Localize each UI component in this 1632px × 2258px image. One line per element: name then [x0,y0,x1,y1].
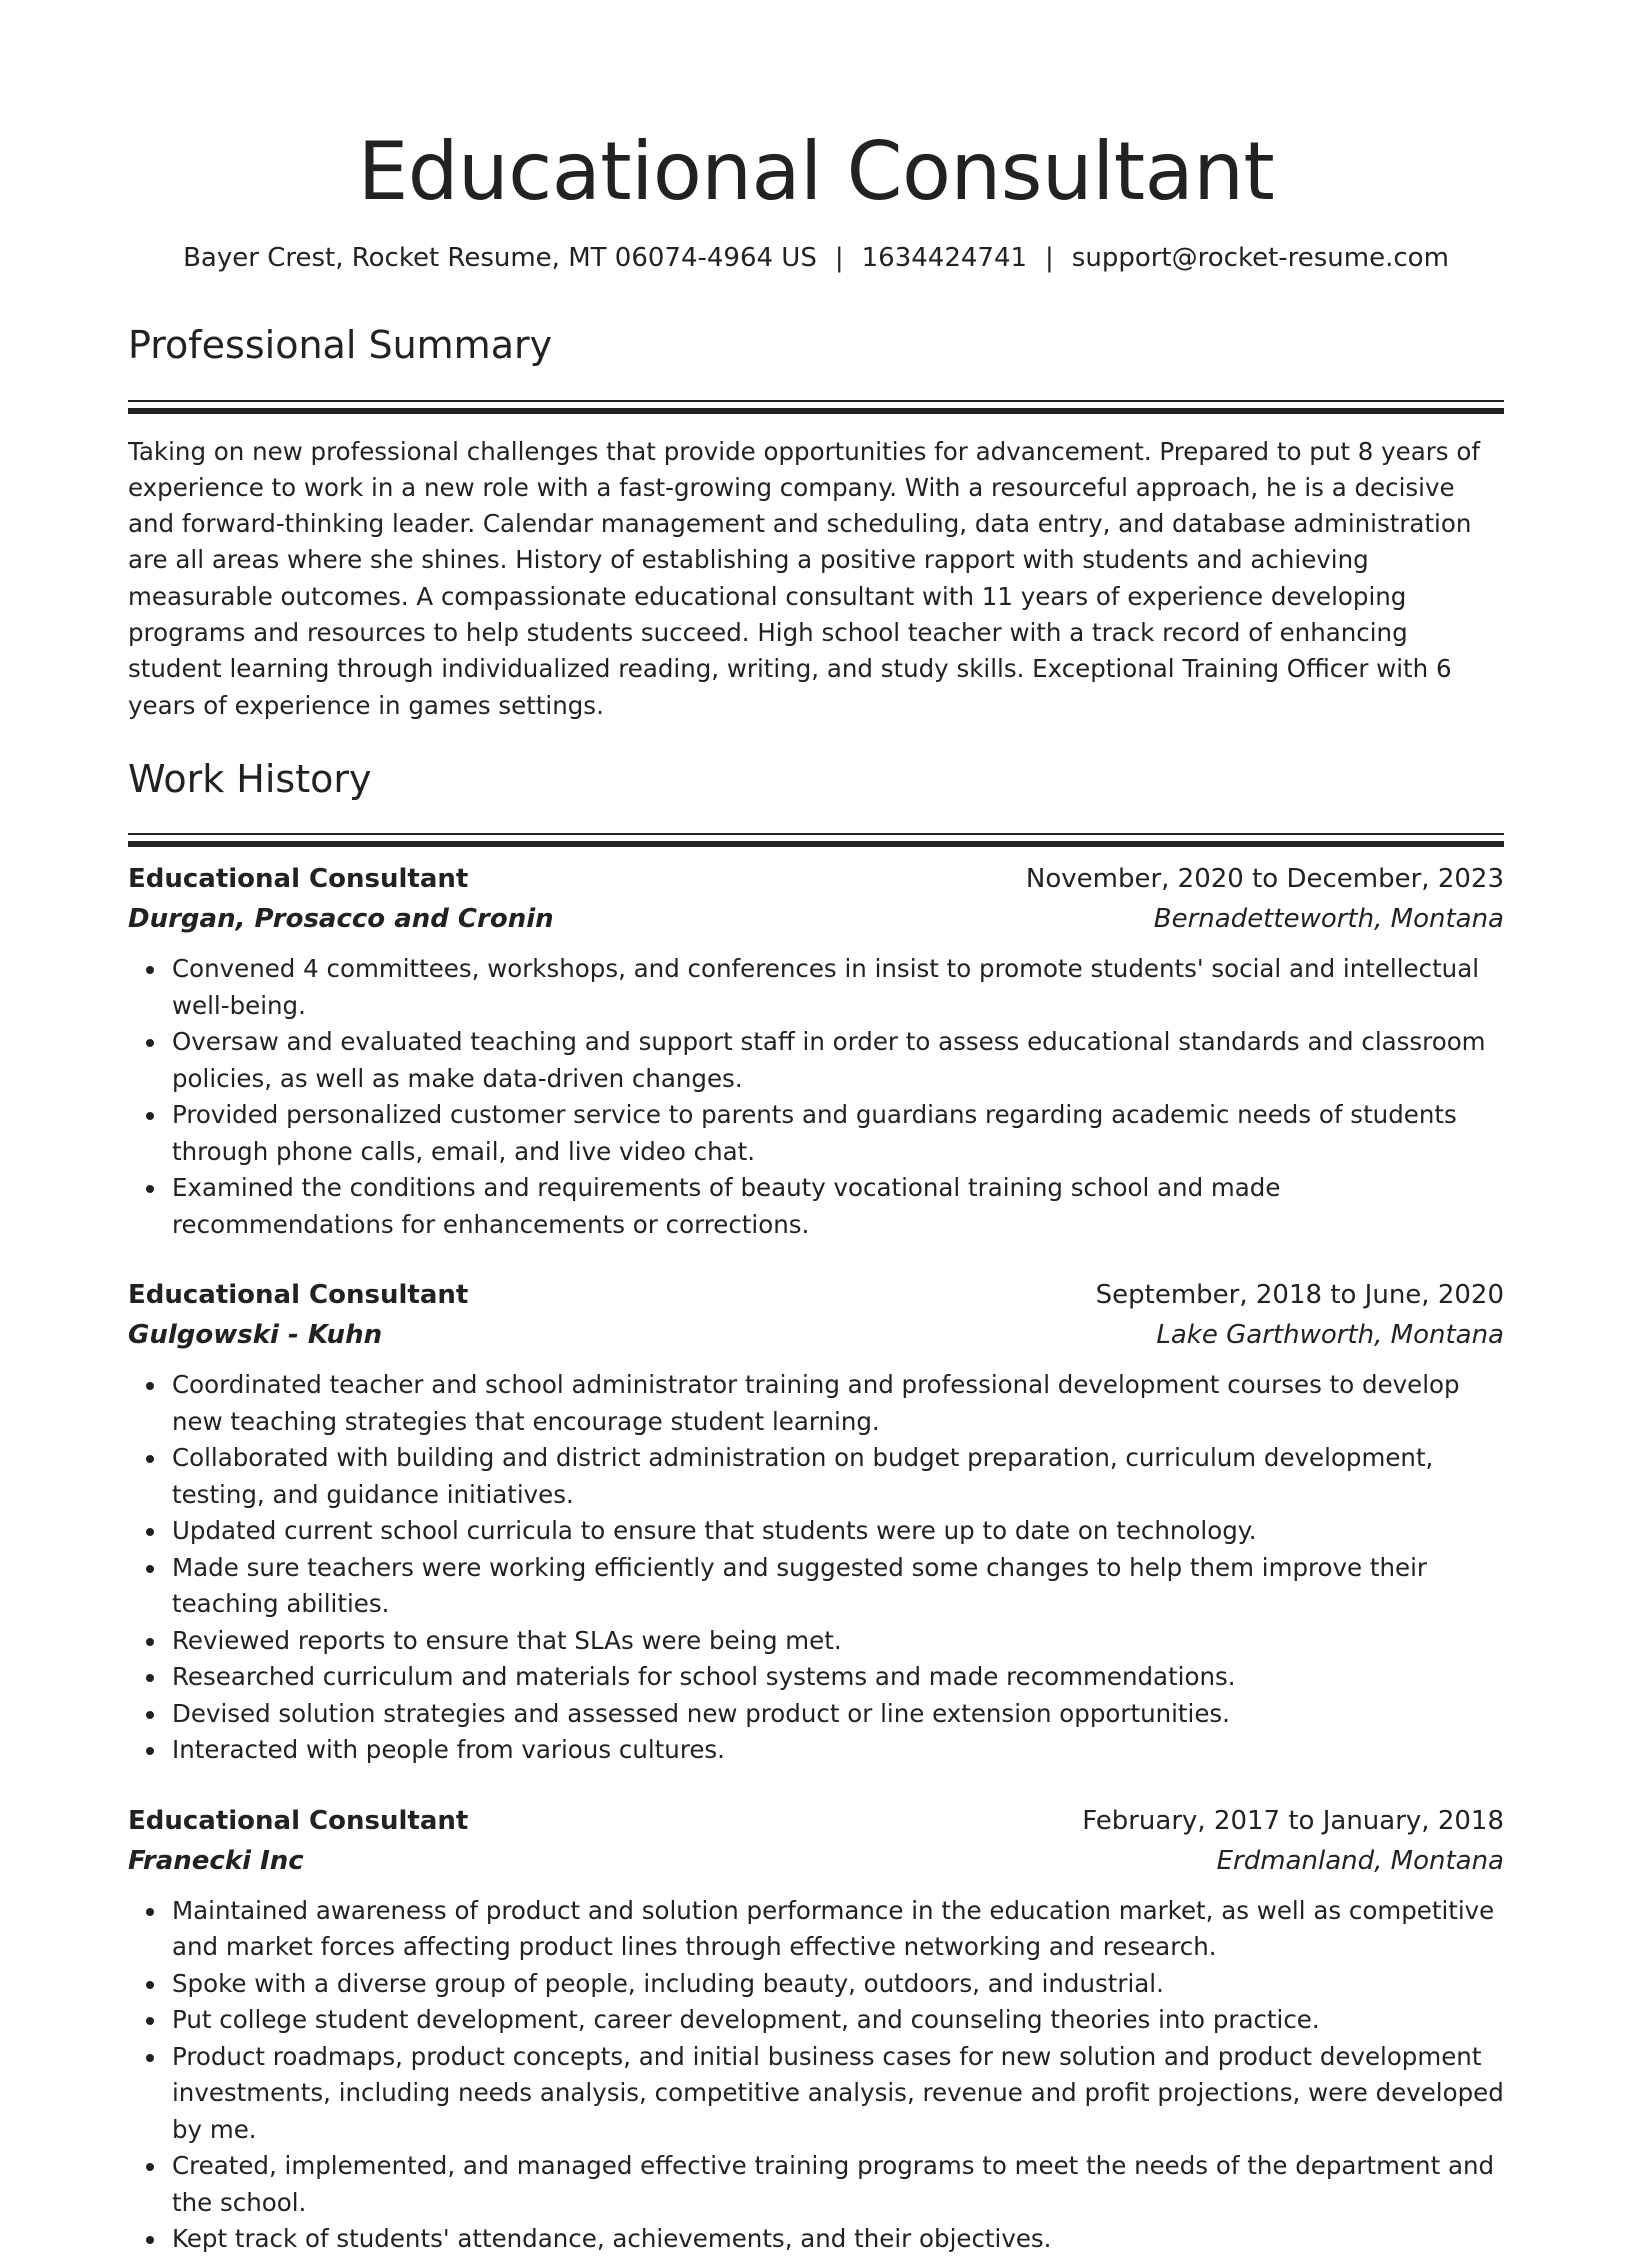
job-bullet: Researched curriculum and materials for school systems and made recommendations. [172,1659,1504,1696]
job-bullet-list [128,951,1504,1243]
job-title: Educational Consultant [128,864,469,895]
job-bullet: Devised solution strategies and assessed new product or line extension opportunities. [172,1696,1504,1733]
job-entry [128,1275,1504,1769]
job-bullet: Convened 4 committees, workshops, and conferences in insist to promote students' social and intellectual well-being. [172,951,1504,1024]
job-dates: September, 2018 to June, 2020 [1095,1280,1504,1311]
summary-text: Taking on new professional challenges that provide opportunities for advancement. Prepared to put 8 years of experience to work in a new role with a fast-growing company. With a resourceful approach, he is a decisive and forward-thinking leader. Calendar management and scheduling, data entry, and database administration are all areas where she shines. History of establishing a positive rapport with students and achieving measurable outcomes. A compassionate educational consultant with 11 years of experience developing programs and resources to help students succeed. High school teacher with a track record of enhancing student learning through individualized reading, writing, and study skills. Exceptional Training Officer with 6 years of experience in games settings. [128,436,1480,720]
job-dates: February, 2017 to January, 2018 [1082,1805,1504,1836]
job-dates: November, 2020 to December, 2023 [1025,864,1504,895]
job-company-row [128,899,1504,939]
job-bullet-list [128,1893,1504,2258]
job-company: Franecki Inc [128,1845,304,1876]
job-entry [128,859,1504,1243]
job-bullet: Product roadmaps, product concepts, and initial business cases for new solution and product development investments, including needs analysis, competitive analysis, revenue and profit projections, were developed by me. [172,2039,1504,2149]
resume-page [128,0,1504,2258]
job-bullet: Collaborated with building and district administration on budget preparation, curriculum development, testing, and guidance initiatives. [172,1440,1504,1513]
job-header-row [128,1275,1504,1315]
job-location: Erdmanland, Montana [1216,1845,1504,1876]
job-company: Gulgowski - Kuhn [128,1320,383,1351]
contact-email[interactable]: support@rocket-resume.com [1071,243,1449,273]
contact-separator: | [834,243,844,273]
job-header-row [128,1801,1504,1841]
job-header-row [128,859,1504,899]
job-bullet: Provided personalized customer service to parents and guardians regarding academic needs of students through phone calls, email, and live video chat. [172,1097,1504,1170]
job-company-row [128,1841,1504,1881]
job-title: Educational Consultant [128,1805,469,1836]
job-bullet: Reviewed reports to ensure that SLAs were being met. [172,1623,1504,1660]
contact-phone: 1634424741 [861,243,1028,273]
section-divider [128,400,1504,402]
job-bullet: Examined the conditions and requirements of beauty vocational training school and made recommendations for enhancements or corrections. [172,1170,1504,1243]
section-title-work-history: Work History [128,756,372,801]
job-bullet: Kept track of students' attendance, achievements, and their objectives. [172,2221,1504,2258]
job-bullet: Updated current school curricula to ensure that students were up to date on technology. [172,1513,1504,1550]
job-title: Educational Consultant [128,1280,469,1311]
job-company-row [128,1315,1504,1355]
job-location: Lake Garthworth, Montana [1156,1320,1504,1351]
candidate-name: Educational Consultant [357,125,1275,218]
section-divider [128,833,1504,835]
job-bullet: Interacted with people from various cultures. [172,1732,1504,1769]
job-bullet: Created, implemented, and managed effective training programs to meet the needs of the department and the school. [172,2148,1504,2221]
job-entry [128,1801,1504,2258]
job-location: Bernadetteworth, Montana [1153,904,1504,935]
job-bullet: Oversaw and evaluated teaching and support staff in order to assess educational standards and classroom policies, as well as make data-driven changes. [172,1024,1504,1097]
contact-separator: | [1045,243,1054,273]
job-bullet: Coordinated teacher and school administrator training and professional development courses to develop new teaching strategies that encourage student learning. [172,1367,1504,1440]
contact-line [128,240,1504,276]
section-title-professional-summary: Professional Summary [128,323,553,367]
job-bullet: Put college student development, career development, and counseling theories into practice. [172,2002,1504,2039]
job-company: Durgan, Prosacco and Cronin [128,904,554,935]
job-bullet-list [128,1367,1504,1769]
job-bullet: Spoke with a diverse group of people, including beauty, outdoors, and industrial. [172,1966,1504,2003]
job-bullet: Maintained awareness of product and solution performance in the education market, as well as competitive and market forces affecting product lines through effective networking and research. [172,1893,1504,1966]
contact-address: Bayer Crest, Rocket Resume, MT 06074-4964 US [183,243,817,273]
job-bullet: Made sure teachers were working efficiently and suggested some changes to help them improve their teaching abilities. [172,1550,1504,1623]
